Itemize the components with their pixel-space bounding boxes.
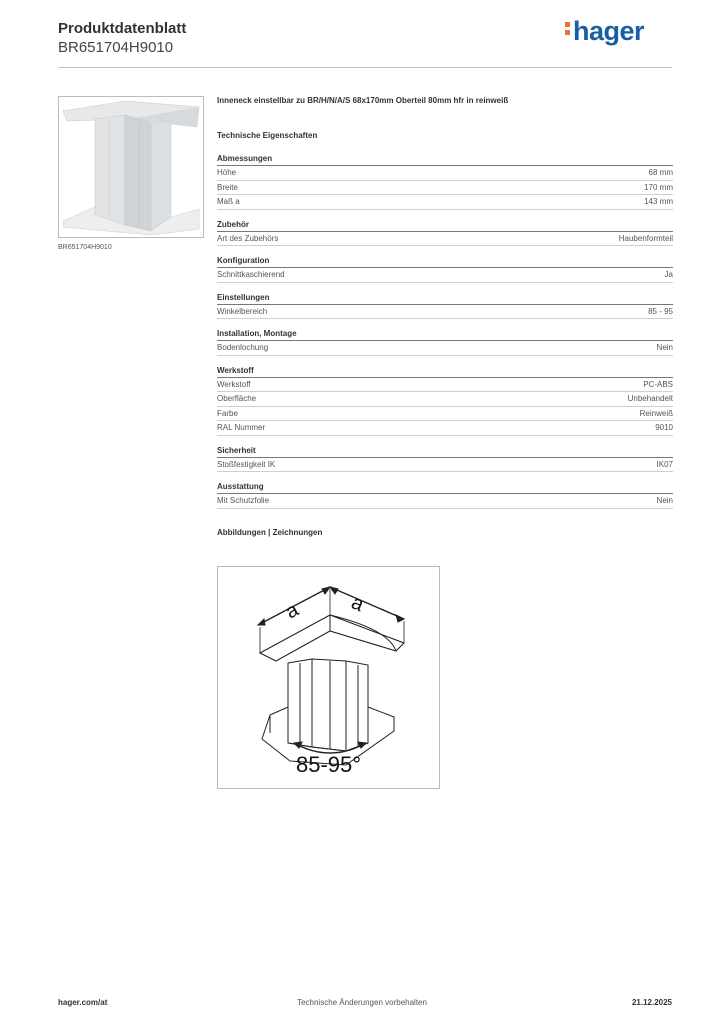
spec-value: 143 mm	[644, 197, 673, 206]
spec-row	[217, 421, 673, 436]
spec-content	[217, 96, 673, 537]
spec-label: Stoßfestigkeit IK	[217, 459, 276, 469]
spec-value: Haubenformteil	[618, 233, 673, 243]
corner-drawing	[218, 567, 439, 788]
page-title: Produktdatenblatt	[58, 20, 187, 37]
spec-section	[217, 366, 673, 436]
spec-label: Schnittkaschierend	[217, 270, 285, 279]
spec-section	[217, 293, 673, 320]
spec-value: PC-ABS	[643, 379, 673, 389]
spec-value: Nein	[656, 343, 673, 352]
header-divider	[58, 67, 672, 68]
footer-notice: Technische Änderungen vorbehalten	[297, 998, 427, 1007]
spec-row	[217, 341, 673, 356]
spec-label: Mit Schutzfolie	[217, 496, 270, 505]
technical-properties-title: Technische Eigenschaften	[217, 131, 318, 140]
spec-value: 170 mm	[644, 182, 673, 192]
spec-value: Reinweiß	[639, 408, 673, 418]
spec-label: Maß a	[217, 197, 240, 206]
spec-label: Werkstoff	[217, 379, 251, 389]
spec-label: Höhe	[217, 168, 237, 177]
dimension-label-left: a	[282, 598, 303, 624]
spec-row	[217, 305, 673, 320]
angle-label: 85-95°	[296, 752, 362, 777]
spec-row	[217, 458, 673, 473]
spec-value: Unbehandelt	[627, 394, 673, 403]
section-heading: Installation, Montage	[217, 329, 673, 341]
product-render-image	[59, 97, 203, 237]
product-title: Inneneck einstellbar zu BR/H/N/A/S 68x170mm Oberteil 80mm hfr in reinweiß	[217, 96, 509, 105]
dimension-label-right: a	[347, 591, 368, 617]
spec-section	[217, 329, 673, 356]
technical-drawing	[217, 566, 440, 789]
spec-label: Art des Zubehörs	[217, 233, 279, 243]
spec-row	[217, 268, 673, 283]
section-heading: Ausstattung	[217, 482, 673, 494]
section-heading: Werkstoff	[217, 366, 673, 378]
spec-value: Ja	[664, 270, 673, 279]
footer-website[interactable]: hager.com/at	[58, 998, 108, 1007]
spec-section	[217, 154, 673, 210]
spec-section	[217, 220, 673, 247]
section-heading: Zubehör	[217, 220, 673, 232]
spec-row	[217, 181, 673, 196]
spec-section	[217, 256, 673, 283]
spec-value: IK07	[656, 459, 673, 469]
spec-row	[217, 166, 673, 181]
spec-value: 9010	[655, 423, 673, 432]
section-heading: Sicherheit	[217, 446, 673, 458]
spec-value: 68 mm	[648, 168, 673, 177]
spec-sections	[217, 154, 673, 509]
thumbnail-caption: BR651704H9010	[58, 244, 112, 251]
spec-label: Bodenlochung	[217, 343, 269, 352]
footer-date: 21.12.2025	[631, 998, 672, 1007]
logo-dots-icon	[565, 19, 570, 38]
spec-section	[217, 446, 673, 473]
spec-row	[217, 407, 673, 422]
spec-label: RAL Nummer	[217, 423, 266, 432]
figures-title: Abbildungen | Zeichnungen	[217, 527, 323, 537]
section-heading: Abmessungen	[217, 154, 673, 166]
article-number: BR651704H9010	[58, 39, 174, 56]
spec-label: Winkelbereich	[217, 306, 268, 316]
spec-row	[217, 392, 673, 407]
spec-label: Breite	[217, 182, 238, 192]
product-thumbnail	[58, 96, 204, 238]
section-heading: Einstellungen	[217, 293, 673, 305]
hager-logo	[565, 16, 644, 47]
spec-row	[217, 195, 673, 210]
spec-row	[217, 494, 673, 509]
spec-label: Farbe	[217, 408, 238, 418]
spec-label: Oberfläche	[217, 394, 257, 403]
spec-value: 85 - 95	[648, 306, 673, 316]
spec-section	[217, 482, 673, 509]
section-heading: Konfiguration	[217, 256, 673, 268]
spec-value: Nein	[656, 496, 673, 505]
logo-text: hager	[573, 16, 645, 46]
spec-row	[217, 378, 673, 393]
spec-row	[217, 232, 673, 247]
